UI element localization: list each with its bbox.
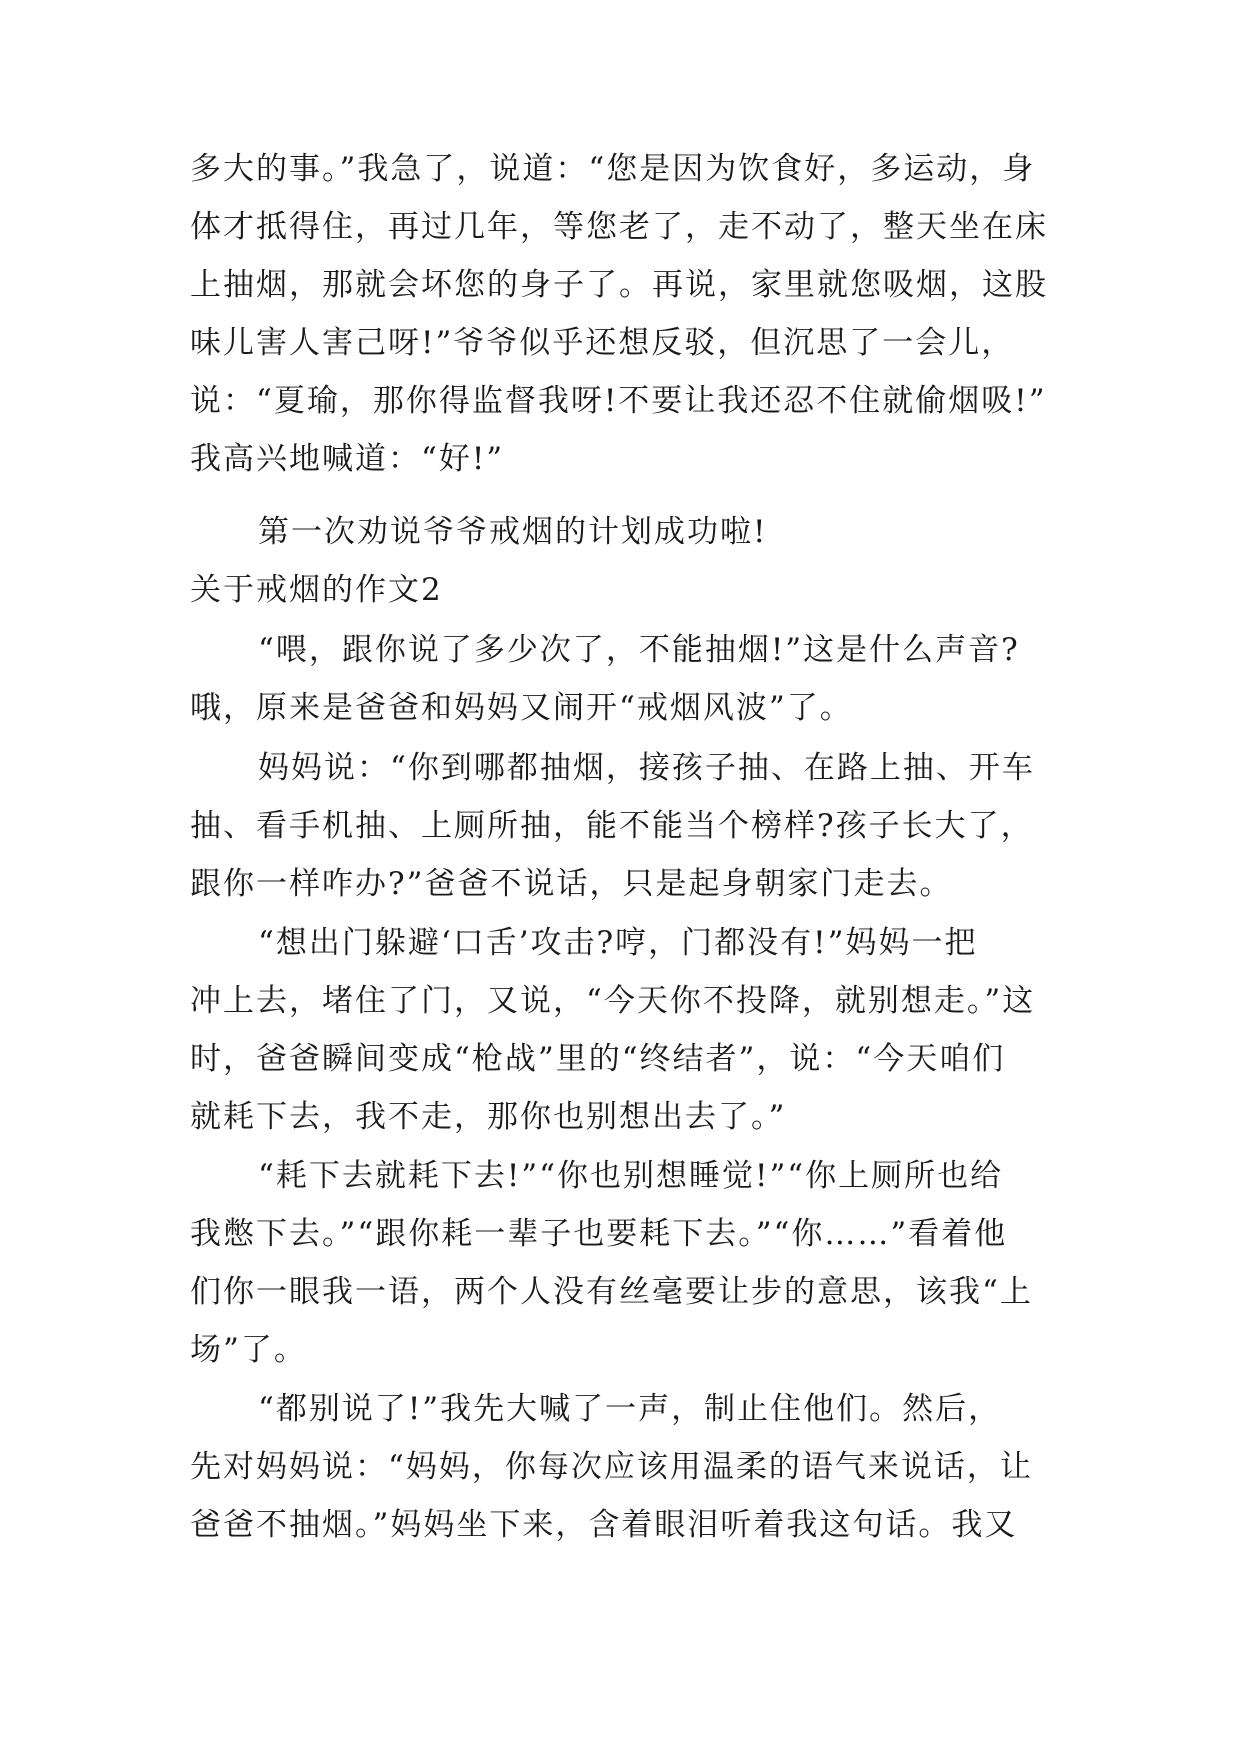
section-title: 关于戒烟的作文2 (190, 572, 443, 608)
paragraph-4 (190, 739, 1060, 913)
paragraph-5 (190, 914, 1060, 1146)
paragraph-line: 多大的事。”我急了，说道：“您是因为饮食好，多运动，身 (190, 151, 1036, 187)
paragraph-1 (190, 140, 1060, 488)
paragraph-line: 就耗下去，我不走，那你也别想出去了。” (190, 1099, 787, 1135)
paragraph-3 (190, 621, 1060, 737)
paragraph-2 (190, 503, 1060, 561)
paragraph-line: 我高兴地喊道：“好!” (190, 441, 505, 477)
paragraph-line: “喂，跟你说了多少次了，不能抽烟!”这是什么声音? (258, 632, 1020, 668)
paragraph-line: 抽、看手机抽、上厕所抽，能不能当个榜样?孩子长大了， (190, 808, 1034, 844)
paragraph-line: 体才抵得住，再过几年，等您老了，走不动了，整天坐在床 (190, 209, 1048, 245)
paragraph-6 (190, 1147, 1060, 1379)
paragraph-line: 先对妈妈说：“妈妈，你每次应该用温柔的语气来说话，让 (190, 1449, 1033, 1485)
paragraph-line: 哦，原来是爸爸和妈妈又闹开“戒烟风波”了。 (190, 690, 853, 726)
paragraph-line: 味儿害人害己呀!”爷爷似乎还想反驳，但沉思了一会儿， (190, 325, 1015, 361)
paragraph-line: 爸爸不抽烟。”妈妈坐下来，含着眼泪听着我这句话。我又 (190, 1507, 1018, 1543)
paragraph-line: 第一次劝说爷爷戒烟的计划成功啦! (258, 514, 768, 550)
paragraph-line: 妈妈说：“你到哪都抽烟，接孩子抽、在路上抽、开车 (258, 750, 1035, 786)
paragraph-line: 上抽烟，那就会坏您的身子了。再说，家里就您吸烟，这股 (190, 267, 1048, 303)
paragraph-line: 冲上去，堵住了门，又说，“今天你不投降，就别想走。”这 (190, 983, 1036, 1019)
paragraph-line: “想出门躲避‘口舌’攻击?哼，门都没有!”妈妈一把 (258, 925, 978, 961)
paragraph-7 (190, 1380, 1060, 1554)
paragraph-line: “都别说了!”我先大喊了一声，制止住他们。然后， (258, 1391, 1002, 1427)
paragraph-line: 说：“夏瑜，那你得监督我呀!不要让我还忍不住就偷烟吸!” (190, 383, 1047, 419)
paragraph-line: 我憋下去。”“跟你耗一辈子也要耗下去。”“你……”看着他 (190, 1216, 1008, 1252)
paragraph-line: 时，爸爸瞬间变成“枪战”里的“终结者”，说：“今天咱们 (190, 1041, 1006, 1077)
paragraph-line: 们你一眼我一语，两个人没有丝毫要让步的意思，该我“上 (190, 1274, 1033, 1310)
paragraph-line: 跟你一样咋办?”爸爸不说话，只是起身朝家门走去。 (190, 866, 953, 902)
paragraph-line: 场”了。 (190, 1332, 307, 1368)
paragraph-line: “耗下去就耗下去!”“你也别想睡觉!”“你上厕所也给 (258, 1158, 1004, 1194)
